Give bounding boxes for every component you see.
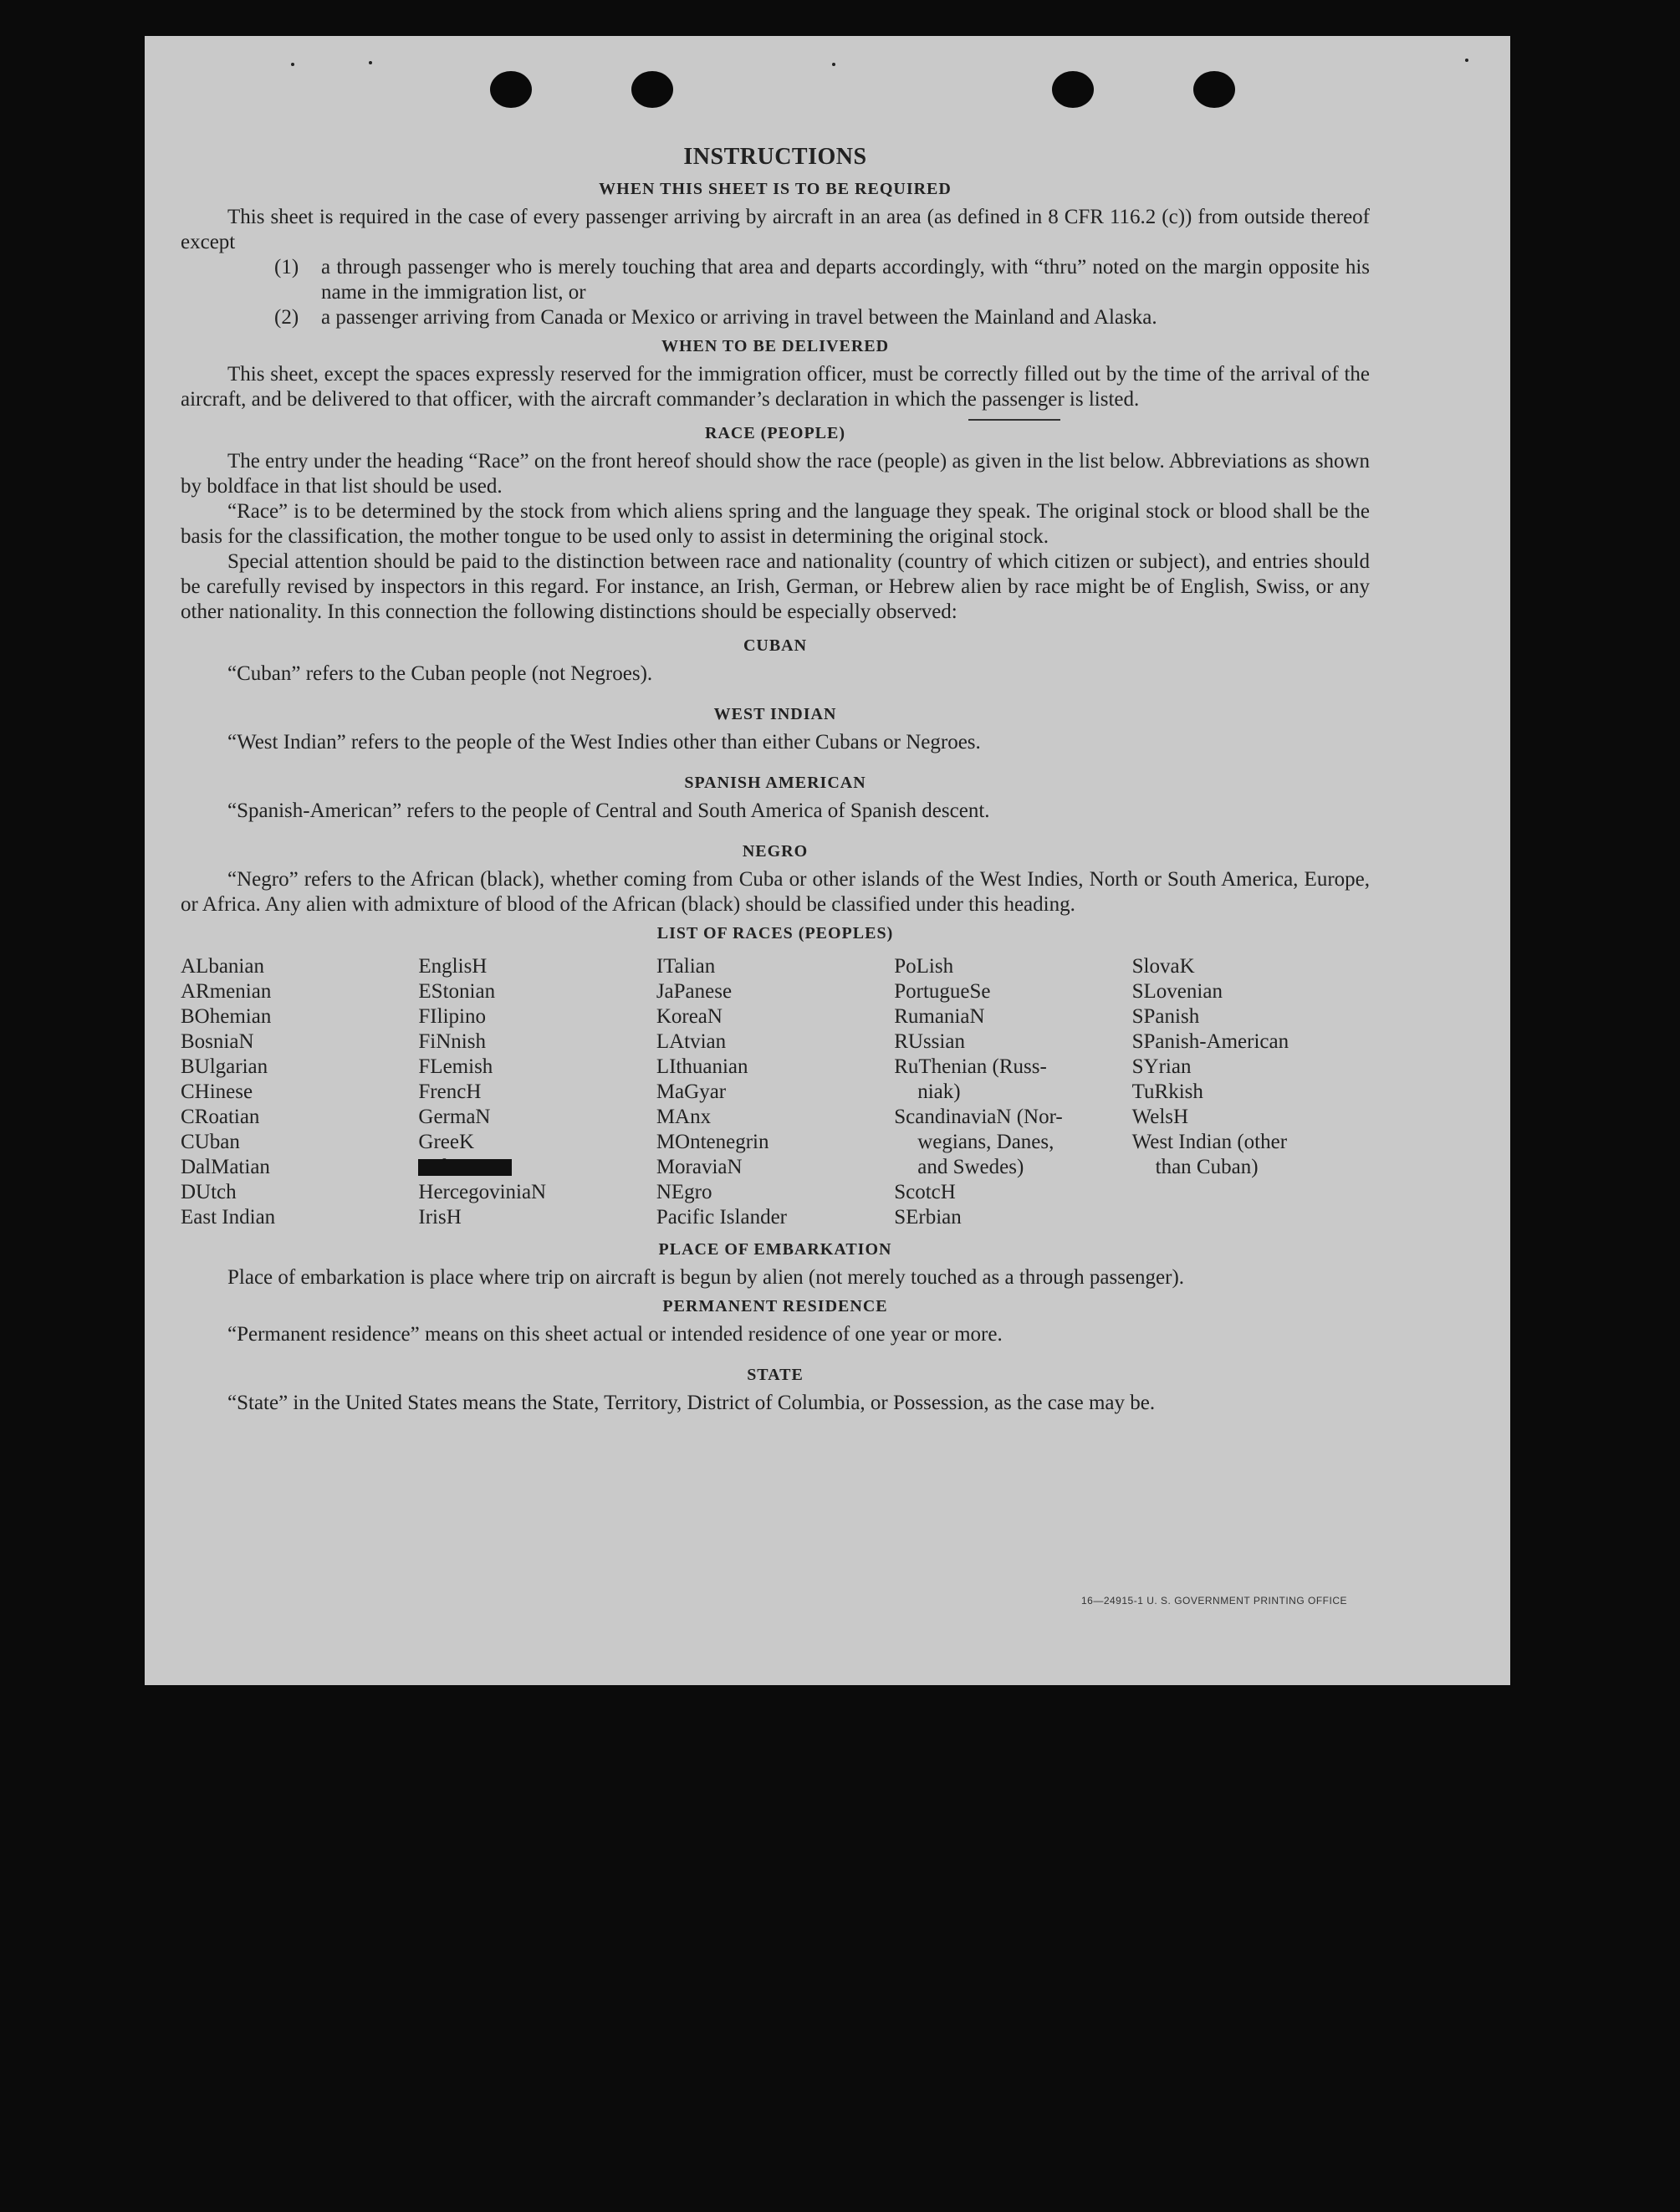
print-code: 16—24915-1 U. S. GOVERNMENT PRINTING OFFICE [1080, 1595, 1347, 1607]
race-entry: EnglisH [418, 955, 488, 978]
paragraph: The entry under the heading “Race” on the front hereof should show the race (people) as given in the list below. Abbreviations as shown by boldface in that list should be used. [181, 450, 1370, 498]
race-entry: LIthuanian [656, 1055, 748, 1078]
paragraph: Special attention should be paid to the distinction between race and nationality (country of which citizen or subject), and entries should be carefully revised by inspectors in this regard. For instance, an Irish, German, or Hebrew alien by race might be of English, Swiss, or any other nationality. In this connection the following distinctions should be especially observed: [181, 550, 1370, 623]
section-heading: NEGRO [742, 842, 809, 861]
punch-hole [1052, 71, 1094, 108]
redaction-mark [418, 1159, 512, 1176]
section-heading: SPANISH AMERICAN [684, 774, 866, 792]
race-entry: MAnx [656, 1106, 712, 1128]
races-column [418, 954, 656, 1230]
race-entry: CRoatian [181, 1106, 260, 1128]
races-list [181, 954, 1370, 1230]
list-item [181, 255, 1370, 305]
race-entry: JaPanese [656, 980, 733, 1003]
race-entry: IrisH [418, 1206, 462, 1229]
speck [1465, 59, 1468, 62]
race-entry: NEgro [656, 1181, 712, 1203]
race-entry: MoraviaN [656, 1156, 743, 1178]
race-entry: ScandinaviaN (Nor- [894, 1106, 1063, 1128]
race-entry: SYrian [1131, 1055, 1192, 1078]
race-entry: FLemish [418, 1055, 493, 1078]
section-heading: CUBAN [743, 636, 808, 655]
paragraph: “West Indian” refers to the people of the West Indies other than either Cubans or Negroes. [227, 731, 981, 754]
race-entry: West Indian (other [1131, 1131, 1288, 1153]
race-entry: SlovaK [1131, 955, 1195, 978]
page-title: INSTRUCTIONS [683, 144, 867, 170]
race-entry: BosniaN [181, 1030, 254, 1053]
race-entry: BUlgarian [181, 1055, 268, 1078]
race-entry: HercegoviniaN [418, 1181, 547, 1203]
race-entry: PoLish [894, 955, 954, 978]
section-heading: STATE [747, 1366, 804, 1384]
race-entry: CUban [181, 1131, 240, 1153]
race-entry: ALbanian [181, 955, 264, 978]
paragraph: This sheet, except the spaces expressly reserved for the immigration officer, must be correctly filled out by the time of the arrival of the aircraft, and be delivered to that officer, with the aircraft commander’s declaration in which the passenger is listed. [181, 363, 1370, 411]
race-entry-continued: wegians, Danes, [917, 1131, 1054, 1153]
punch-hole [490, 71, 532, 108]
races-column [656, 954, 894, 1230]
punch-hole [1193, 71, 1235, 108]
section-heading: WEST INDIAN [713, 705, 837, 723]
race-entry: EStonian [418, 980, 496, 1003]
item-number: (1) [274, 256, 299, 278]
item-number: (2) [274, 306, 299, 329]
list-item [181, 305, 1370, 330]
race-entry: RUssian [894, 1030, 965, 1053]
race-entry-continued: than Cuban) [1155, 1156, 1259, 1178]
section-heading: PLACE OF EMBARKATION [658, 1240, 892, 1259]
instructions-content [181, 145, 1370, 1416]
race-entry: BOhemian [181, 1005, 272, 1028]
speck [291, 63, 294, 66]
paragraph: Place of embarkation is place where trip on aircraft is begun by alien (not merely touched as a through passenger). [227, 1266, 1185, 1289]
race-entry: WelsH [1131, 1106, 1189, 1128]
race-entry: RumaniaN [894, 1005, 985, 1028]
race-entry: GreeK [418, 1131, 475, 1153]
race-entry: MaGyar [656, 1080, 727, 1103]
item-text: a passenger arriving from Canada or Mexico or arriving in travel between the Mainland and Alaska. [321, 306, 1157, 329]
section-heading: WHEN THIS SHEET IS TO BE REQUIRED [599, 180, 952, 198]
race-entry: DUtch [181, 1181, 237, 1203]
paragraph: “Race” is to be determined by the stock from which aliens spring and the language they speak. The original stock or blood shall be the basis for the classification, the mother tongue to be used only to assist in determining the original stock. [181, 500, 1370, 548]
race-entry: CHinese [181, 1080, 253, 1103]
races-column [894, 954, 1131, 1230]
races-column [181, 954, 418, 1230]
punch-hole [631, 71, 673, 108]
race-entry: Pacific Islander [656, 1206, 787, 1229]
section-heading: WHEN TO BE DELIVERED [661, 337, 890, 355]
races-column [1132, 954, 1370, 1230]
item-text: a through passenger who is merely touching that area and departs accordingly, with “thru” noted on the margin opposite his name in the immigration list, or [321, 256, 1370, 304]
race-entry: PortugueSe [894, 980, 991, 1003]
paragraph: “State” in the United States means the State, Territory, District of Columbia, or Possession, as the case may be. [227, 1392, 1156, 1414]
race-entry-continued: niak) [917, 1080, 961, 1103]
race-entry-continued: and Swedes) [917, 1156, 1024, 1178]
speck [832, 63, 835, 66]
paragraph: This sheet is required in the case of every passenger arriving by aircraft in an area (as defined in 8 CFR 116.2 (c)) from outside thereof except [181, 206, 1370, 253]
race-entry: East Indian [181, 1206, 276, 1229]
race-entry: ITalian [656, 955, 716, 978]
section-heading: PERMANENT RESIDENCE [662, 1297, 888, 1315]
paragraph: “Cuban” refers to the Cuban people (not Negroes). [227, 662, 653, 685]
race-entry: FiNnish [418, 1030, 486, 1053]
race-entry: TuRkish [1131, 1080, 1203, 1103]
race-entry: DalMatian [181, 1156, 270, 1178]
paragraph: “Permanent residence” means on this sheet actual or intended residence of one year or more. [227, 1323, 1003, 1346]
race-entry: KoreaN [656, 1005, 723, 1028]
race-entry: SPanish-American [1131, 1030, 1289, 1053]
race-entry-struck [418, 1155, 656, 1180]
race-entry: RuThenian (Russ- [894, 1055, 1047, 1078]
race-entry: GermaN [418, 1106, 491, 1128]
paragraph: “Negro” refers to the African (black), whether coming from Cuba or other islands of the West Indies, North or South America, Europe, or Africa. Any alien with admixture of blood of the African (black) should be classified under this heading. [181, 868, 1370, 916]
race-entry: ScotcH [894, 1181, 956, 1203]
race-entry: LAtvian [656, 1030, 727, 1053]
paragraph: “Spanish-American” refers to the people of Central and South America of Spanish descent. [227, 799, 990, 822]
race-entry: ARmenian [181, 980, 272, 1003]
race-entry: SErbian [894, 1206, 962, 1229]
section-heading: RACE (PEOPLE) [705, 424, 845, 442]
section-heading: LIST OF RACES (PEOPLES) [656, 924, 894, 943]
race-entry: FrencH [418, 1080, 482, 1103]
race-entry: MOntenegrin [656, 1131, 769, 1153]
race-entry: FIlipino [418, 1005, 486, 1028]
document-page [145, 36, 1510, 1685]
race-entry: SLovenian [1131, 980, 1223, 1003]
race-entry: SPanish [1131, 1005, 1200, 1028]
divider [181, 412, 1370, 417]
speck [369, 61, 372, 64]
